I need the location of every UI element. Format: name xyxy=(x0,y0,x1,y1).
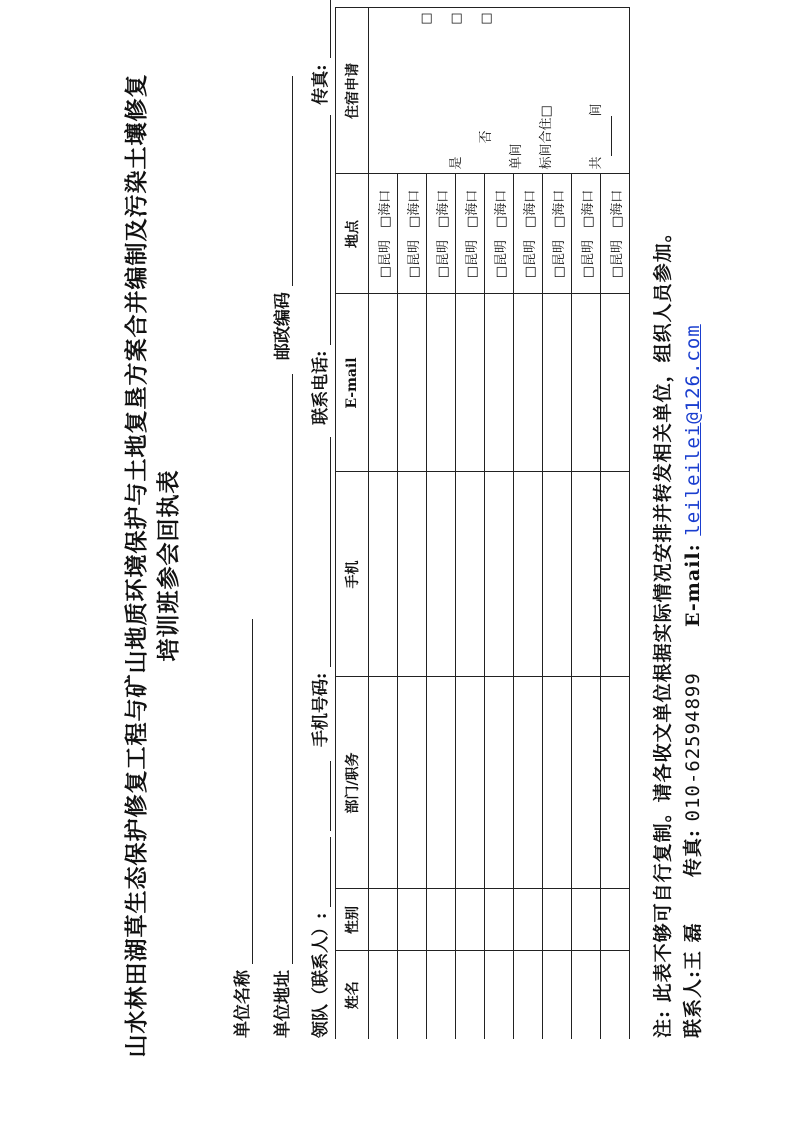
cell-mobile[interactable] xyxy=(514,472,543,677)
cell-dept[interactable] xyxy=(543,677,572,889)
unit-name-row xyxy=(228,619,253,1038)
stay-single-label: 单间 xyxy=(509,143,524,170)
mobile-line[interactable] xyxy=(314,437,331,667)
cell-dept[interactable] xyxy=(369,677,398,889)
cell-location xyxy=(485,174,514,294)
cell-gender[interactable] xyxy=(572,889,601,951)
cell-gender[interactable] xyxy=(427,889,456,951)
cell-email[interactable] xyxy=(427,294,456,472)
stay-yes-checkbox[interactable]: □ xyxy=(419,12,434,25)
cell-location xyxy=(543,174,572,294)
location-haikou-checkbox[interactable]: □海口 xyxy=(522,189,538,228)
cell-mobile[interactable] xyxy=(398,472,427,677)
header-gender: 性别 xyxy=(336,889,369,951)
contact-line xyxy=(678,324,705,1038)
cell-location xyxy=(572,174,601,294)
cell-dept[interactable] xyxy=(572,677,601,889)
document-subtitle: 培训班参会回执表 xyxy=(155,469,182,662)
location-kunming-checkbox[interactable]: □昆明 xyxy=(464,240,480,279)
cell-location xyxy=(514,174,543,294)
contact-person: 联系人:王 磊 xyxy=(682,922,704,1038)
document-title: 山水林田湖草生态保护修复工程与矿山地质环境保护与土地复垦方案合并编制及污染土壤修复 xyxy=(123,73,150,1058)
stay-total-prefix: 共 xyxy=(589,156,604,170)
location-haikou-checkbox[interactable]: □海口 xyxy=(609,189,625,228)
phone-line[interactable] xyxy=(314,115,331,345)
contact-fax-label: 传真: xyxy=(682,829,704,878)
cell-gender[interactable] xyxy=(601,889,630,951)
cell-name[interactable] xyxy=(369,951,398,1039)
cell-dept[interactable] xyxy=(485,677,514,889)
location-haikou-checkbox[interactable]: □海口 xyxy=(493,189,509,228)
cell-location xyxy=(427,174,456,294)
cell-name[interactable] xyxy=(543,951,572,1039)
cell-mobile[interactable] xyxy=(369,472,398,677)
cell-mobile[interactable] xyxy=(427,472,456,677)
fax-label: 传真: xyxy=(311,64,331,105)
contact-fax-value: 010-62594899 xyxy=(682,672,704,822)
stay-no-checkbox[interactable]: □ xyxy=(449,12,464,25)
location-haikou-checkbox[interactable]: □海口 xyxy=(551,189,567,228)
header-stay: 住宿申请 xyxy=(336,8,369,174)
header-dept: 部门/职务 xyxy=(336,677,369,889)
location-kunming-checkbox[interactable]: □昆明 xyxy=(435,240,451,279)
cell-gender[interactable] xyxy=(398,889,427,951)
unit-name-label: 单位名称 xyxy=(233,970,253,1038)
table-body xyxy=(369,8,630,1039)
header-email: E-mail xyxy=(336,294,369,472)
cell-gender[interactable] xyxy=(543,889,572,951)
unit-address-line[interactable] xyxy=(276,374,293,964)
cell-name[interactable] xyxy=(514,951,543,1039)
cell-name[interactable] xyxy=(601,951,630,1039)
stay-no-label: 否 xyxy=(479,130,494,144)
stay-yes-label: 是 xyxy=(449,156,464,170)
contact-row xyxy=(306,0,331,1038)
cell-location xyxy=(398,174,427,294)
location-haikou-checkbox[interactable]: □海口 xyxy=(464,189,480,228)
cell-dept[interactable] xyxy=(398,677,427,889)
header-mobile: 手机 xyxy=(336,472,369,677)
mobile-label: 手机号码: xyxy=(311,672,331,747)
stay-single-checkbox[interactable]: □ xyxy=(479,12,494,25)
table-row xyxy=(369,8,398,1039)
location-haikou-checkbox[interactable]: □海口 xyxy=(377,189,393,228)
stay-shared-checkbox[interactable]: □ xyxy=(539,105,554,118)
cell-email[interactable] xyxy=(369,294,398,472)
location-kunming-checkbox[interactable]: □昆明 xyxy=(406,240,422,279)
fax-line[interactable] xyxy=(314,0,331,59)
location-kunming-checkbox[interactable]: □昆明 xyxy=(551,240,567,279)
cell-location xyxy=(456,174,485,294)
cell-gender[interactable] xyxy=(369,889,398,951)
unit-address-row xyxy=(268,76,293,1038)
cell-name[interactable] xyxy=(485,951,514,1039)
cell-gender[interactable] xyxy=(485,889,514,951)
unit-name-line[interactable] xyxy=(236,619,253,964)
stay-total-suffix: 间 xyxy=(589,103,604,117)
note-text: 注: 此表不够可自行复制。请各收文单位根据实际情况安排并转发相关单位，组织人员参加。 xyxy=(652,222,674,1038)
cell-name[interactable] xyxy=(456,951,485,1039)
cell-location xyxy=(601,174,630,294)
cell-gender[interactable] xyxy=(456,889,485,951)
stay-application-cell xyxy=(369,8,630,174)
cell-dept[interactable] xyxy=(427,677,456,889)
contact-email-link[interactable]: leileilei@126.com xyxy=(682,324,704,536)
cell-location xyxy=(369,174,398,294)
cell-mobile[interactable] xyxy=(543,472,572,677)
location-kunming-checkbox[interactable]: □昆明 xyxy=(580,240,596,279)
stay-total-line[interactable] xyxy=(595,116,612,156)
cell-email[interactable] xyxy=(485,294,514,472)
cell-dept[interactable] xyxy=(456,677,485,889)
phone-label: 联系电话: xyxy=(311,350,331,425)
cell-mobile[interactable] xyxy=(456,472,485,677)
cell-name[interactable] xyxy=(427,951,456,1039)
cell-email[interactable] xyxy=(543,294,572,472)
stay-shared-label: 标间合住 xyxy=(539,117,554,170)
attendee-table xyxy=(335,8,630,1040)
cell-email[interactable] xyxy=(398,294,427,472)
cell-dept[interactable] xyxy=(514,677,543,889)
cell-email[interactable] xyxy=(601,294,630,472)
cell-name[interactable] xyxy=(572,951,601,1039)
postcode-line[interactable] xyxy=(276,76,293,286)
cell-dept[interactable] xyxy=(601,677,630,889)
cell-gender[interactable] xyxy=(514,889,543,951)
leader-line[interactable] xyxy=(314,837,331,907)
location-kunming-checkbox[interactable]: □昆明 xyxy=(377,240,393,279)
location-haikou-checkbox[interactable]: □海口 xyxy=(406,189,422,228)
cell-mobile[interactable] xyxy=(572,472,601,677)
cell-email[interactable] xyxy=(572,294,601,472)
header-location: 地点 xyxy=(336,174,369,294)
header-name: 姓名 xyxy=(336,951,369,1039)
table-header-row xyxy=(336,8,369,1039)
cell-email[interactable] xyxy=(514,294,543,472)
postcode-label: 邮政编码 xyxy=(273,292,293,361)
location-kunming-checkbox[interactable]: □昆明 xyxy=(493,240,509,279)
location-kunming-checkbox[interactable]: □昆明 xyxy=(522,240,538,279)
location-haikou-checkbox[interactable]: □海口 xyxy=(580,189,596,228)
leader-label: 领队（联系人）: xyxy=(311,912,331,1038)
location-haikou-checkbox[interactable]: □海口 xyxy=(435,189,451,228)
location-kunming-checkbox[interactable]: □昆明 xyxy=(609,240,625,279)
unit-address-label: 单位地址 xyxy=(273,970,293,1038)
cell-mobile[interactable] xyxy=(601,472,630,677)
cell-mobile[interactable] xyxy=(485,472,514,677)
contact-email-label: E-mail: xyxy=(682,543,704,627)
cell-email[interactable] xyxy=(456,294,485,472)
cell-name[interactable] xyxy=(398,951,427,1039)
